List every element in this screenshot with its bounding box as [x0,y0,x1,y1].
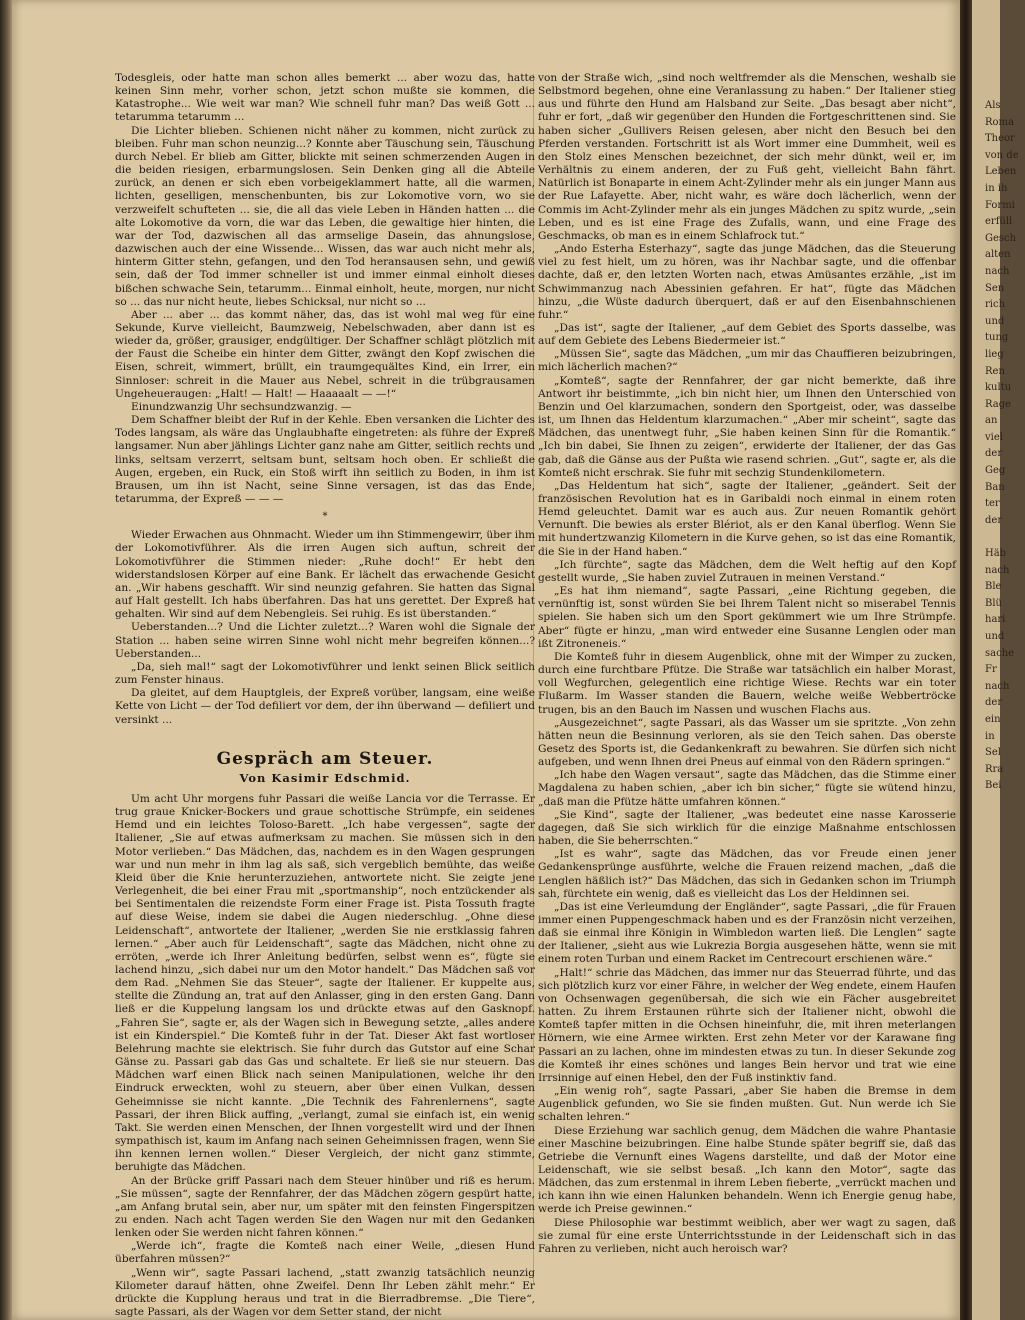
edge-fragment: der [985,448,1003,460]
paragraph: „Komteß“, sagte der Rennfahrer, der gar nicht bemerkte, daß ihre Antwort ihr beistimmte, „ich bin nicht hier, um Ihnen den Unterschied von Benzin und Oel klarzumachen, sondern den Sportgeist, oder, was dasselbe ist, um Ihnen das Heldentum klarzumachen.“ „Aber mir scheint“, sagte das Mädchen, das unentwegt fuhr, „Sie haben keinen Sinn für die Romantik.“ „Ich bin dabei, Sie Ihnen zu zeigen“, erwiderte der Italiener, der das Gas gab, daß die Gänse aus der Pußta wie rasend schrien. „Gut“, sagte er, als die Komteß nicht erschrak. Sie fuhr mit sechzig Stundenkilometern. [538,374,956,479]
book-gutter [960,0,972,1320]
paragraph: „Ausgezeichnet“, sagte Passari, als das Wasser um sie spritzte. „Von zehn hätten neun die Besinnung verloren, als sie den Teich sahen. Das oberste Gesetz des Sports ist, die Gedankenkraft zu bewahren. Sie dürfen sich nicht aufgeben, und wenn Ihnen drei Pneus auf einmal von den Rädern springen.“ [538,716,956,769]
edge-fragment: alten [985,249,1011,261]
story-section [115,793,535,1319]
edge-fragment [985,911,1025,928]
section-separator-star: * [322,511,328,523]
edge-fragment: Gesch [985,232,1017,244]
edge-fragment: lieg [985,348,1004,360]
edge-fragment: der [985,514,1003,526]
paragraph: „Es hat ihm niemand“, sagte Passari, „eine Richtung gegeben, die vernünftig ist, sonst würden Sie bei Ihrem Talent nicht so miserabel Tennis spielen. Sie haben sich um den Sport gekümmert wie um Ihre Strümpfe. Aber“ fügte er hinzu, „man wird entweder eine Susanne Lenglen oder man ißt Zitroneneis.“ [538,585,956,650]
paragraph: „Das Heldentum hat sich“, sagte der Italiener, „geändert. Seit der französischen Revolution hat es in Garibaldi noch einmal in einem roten Hemd geleuchtet. Damit war es auch aus. Zur neuen Romantik gehört Vernunft. Die bewies als erster Blériot, als er den Kanal überflog. Wenn Sie mit hundertzwanzig Kilometern in die Kurve gehen, so ist das eine Romantik, die Sie in der Hand haben.“ [538,479,956,558]
paragraph: von der Straße wich, „sind noch weltfremder als die Menschen, weshalb sie Selbstmord begehen, ohne eine Veranlassung zu haben.“ Der Italiener stieg aus und führte den Hund am Halsband zur Seite. „Das besagt aber nicht“, fuhr er fort, „daß wir gegenüber den Hunden die Fortgeschrittenen sind. Sie haben sicher „Gullivers Reisen gelesen, aber nicht den Besuch bei den Pferden verstanden. Fortschritt ist als Wort immer eine Dummheit, weil es den Stolz eines Menschen bezeichnet, der sich mehr dünkt, weil er, im Verhältnis zu einem anderen, der zu Fuß geht, vielleicht Bahn fährt. Natürlich ist Bonaparte in einem Acht-Zylinder mehr als ein junger Mann aus der Rue Lafayette. Aber, nicht wahr, es wäre doch lächerlich, wenn der Commis im Acht-Zylinder mehr als ein junges Mädchen zu spitz wurde, „sein Leben, und es ist eine Frage des Zufalls, wann, und eine Frage des Geschmacks, ob man es in einem Schlafrock tut.“ [538,72,956,242]
edge-fragment [985,878,1025,895]
edge-fragment: erfüll [985,216,1013,228]
edge-fragment: ter [985,498,1000,510]
paragraph: „Sie Kind“, sagte der Italiener, „was bedeutet eine nasse Karosserie dagegen, daß Sie sich wirklich für die einzige Maßnahme entschlossen haben, die Sie beherrschten.“ [538,808,956,848]
paragraph: Da gleitet, auf dem Hauptgleis, der Expreß vorüber, langsam, eine weiße Kette von Licht — der Tod defiliert vor dem, der ihn überwand — defiliert und versinkt ... [115,687,535,726]
edge-fragment: Als [985,100,1001,111]
edge-fragment: an [985,415,998,427]
after-section [115,529,535,726]
edge-fragment: Blü [985,597,1002,609]
edge-fragment [985,994,1025,1011]
edge-fragment: Rra [985,763,1004,775]
paragraph: Die Komteß fuhr in diesem Augenblick, ohne mit der Wimper zu zucken, durch eine furchtbare Pfütze. Die Straße war tatsächlich ein halber Morast, voll Wegfurchen, gelegentlich eine richtige Wiese. Rechts war ein toter Flußarm. Im Wasser standen die Bauern, welche weiße Webbertröcke trugen, bis an den Bauch im Nassen und wuschen Flachs aus. [538,650,956,716]
paragraph: Todesgleis, oder hatte man schon alles bemerkt ... aber wozu das, hatte keinen Sinn mehr, vorher schon, jetzt schon mußte sie kommen, die Katastrophe... Wie weit war man? Wie schnell fuhr man? Das weiß Gott ... tetarumma tetarumm ... [115,72,535,124]
edge-fragment: Sen [985,282,1005,294]
edge-fragment [985,845,1025,862]
edge-fragment: in ih [985,182,1008,194]
edge-fragment: nach [985,265,1010,277]
edge-fragment: Roma [985,116,1014,128]
edge-fragment [985,895,1025,912]
paragraph: „Halt!“ schrie das Mädchen, das immer nur das Steuerrad führte, und das sich plötzlich kurz vor einer Fähre, in welcher der Weg endete, einem Haufen von Ochsenwagen gegenübersah, die sich wie ein Fächer ausgebreitet hatten. Zu ihrem Erstaunen rührte sich der Italiener nicht, obwohl die Komteß tapfer mitten in die Ochsen hineinfuhr, die, mit ihren meterlangen Hörnern, wie eine Armee wirkten. Erst zehn Meter vor der Karawane fing Passari an zu lachen, ohne im mindesten etwas zu tun. In dieser Sekunde zog die Komteß ihr eines schönes und langes Bein hervor und trat wie eine Irrsinnige auf einen Hebel, den der Fuß instinktiv fand. [538,966,956,1084]
next-page-edge-text [985,98,1025,1011]
edge-fragment: in [985,730,995,742]
edge-fragment [985,928,1025,945]
edge-fragment: Ble [985,581,1002,593]
edge-fragment: Leben [985,166,1017,178]
paragraph: Aber ... aber ... das kommt näher, das, das ist wohl mal weg für eine Sekunde, Kurve vielleicht, Baumzweig, Nebelschwaden, aber dann ist es wieder da, größer, grausiger, endgültiger. Der Schaffner schlägt plötzlich mit der Faust die Scheibe ein hinter dem Gitter, zwängt den Kopf zwischen die Eisen, schreit, wimmert, brüllt, ein traumgequältes Kind, ein Irrer, ein Sinnloser: schreit in die Mauer aus Nebel, schreit in die trübgrausamen Ungeheueraugen: „Halt! — Halt! — Haaaaalt — —!“ [115,308,535,400]
edge-fragment: sache [985,647,1015,659]
intro-section [115,72,535,506]
paragraph: „Ein wenig roh“, sagte Passari, „aber Sie haben die Bremse in dem Augenblick gefunden, wo Sie sie finden mußten. Gut. Nun werde ich Sie schalten lehren.“ [538,1085,956,1124]
edge-fragment: nach [985,564,1010,576]
right-column [538,72,956,1256]
paragraph: Diese Erziehung war sachlich genug, dem Mädchen die wahre Phantasie einer Maschine beizubringen. Eine halbe Stunde später begriff sie, daß das Getriebe die Vernunft eines Wagens darstellte, und daß der Motor eine Leidenschaft, wie sie selbst besaß. „Ich kann den Motor“, sagte das Mädchen, das zum erstenmal in ihrem Leben fieberte, „verrückt machen und ich kann ihn wie einen Halunken behandeln. Wenn ich Energie genug habe, werde ich Preise gewinnen.“ [538,1124,956,1216]
paragraph: An der Brücke griff Passari nach dem Steuer hinüber und riß es herum. „Sie müssen“, sagte der Rennfahrer, der das Mädchen zögern gespürt hatte, „am Anfang brutal sein, aber nur, um später mit den feinsten Fingerspitzen zu enden. Nach acht Tagen werden Sie den Wagen nur mit den Gedanken lenken oder Sie werden nicht fahren können.“ [115,1174,535,1240]
edge-fragment [985,812,1025,829]
paragraph: Um acht Uhr morgens fuhr Passari die weiße Lancia vor die Terrasse. Er trug graue Knicker-Bockers und graue schottische Strümpfe, ein seidenes Hemd und ein leichtes Toloso-Barett. „Ich habe vergessen“, sagte der Italiener, „Sie auf etwas aufmerksam zu machen. Sie müssen sich in den Motor verlieben.“ Das Mädchen, das, nachdem es in den Wagen gesprungen war und nun mehr in ihm lag als saß, sich vergeblich bemühte, das weiße Kleid über die Knie herunterzuziehen, antwortete nicht. Sie zeigte jene Verlegenheit, die bei einer Frau mit „sportmanship“, noch entzückender als bei Sentimentalen die reizendste Form einer Frage ist. Pista Tossuth fragte auf diese Weise, indem sie dabei die Augen niederschlug. „Ohne diese Leidenschaft“, antwortete der Italiener, „werden Sie nie erstklassig fahren lernen.“ „Aber auch für Leidenschaft“, sagte das Mädchen, nicht ohne zu erröten, „werde ich Ihrer Anleitung bedürfen, selbst wenn es“, fügte sie lachend hinzu, „sich dabei nur um den Motor handelt.“ Das Mädchen saß vor dem Rad. „Nehmen Sie das Steuer“, sagte der Italiener. Er kuppelte aus, stellte die Zündung an, trat auf den Anlasser, ging in den ersten Gang. Dann ließ er die Kuppelung langsam los und drückte etwas auf den Gasknopf. „Fahren Sie“, sagte er, als der Wagen sich in Bewegung setzte, „alles andere ist ein Kinderspiel.“ Die Komteß fuhr in der Tat. Dieser Akt fast wortloser Belehrung machte sie elektrisch. Sie fuhr durch das Gutstor auf eine Schar Gänse zu. Passari gab das Gas und schaltete. Er ließ sie nur steuern. Das Mädchen warf einen Blick nach seinen Manipulationen, welche ihr den Eindruck erweckten, wohl zu steuern, aber über einen Vulkan, dessen Geheimnisse sie nicht kannte. „Die Technik des Fahrenlernens“, sagte Passari, der ihren Blick auffing, „verlangt, zumal sie einfach ist, ein wenig Takt. Sie werden einen Menschen, der Ihnen vorgestellt wird und der Ihnen sympathisch ist, kaum im Anfang nach seinen Geheimnissen fragen, wenn Sie ihn kennen lernen wollen.“ Dieser Vergleich, der nicht ganz stimmte, beruhigte das Mädchen. [115,792,535,1174]
edge-fragment [985,828,1025,845]
paragraph: Dem Schaffner bleibt der Ruf in der Kehle. Eben versanken die Lichter des Todes langsam, als wäre das Unglaubhafte eingetreten: als führe der Expreß langsamer. Nun aber jählings Lichter ganz nahe am Gitter, seitlich rechts und links, seltsam verzerrt, seltsam bunt, seltsam hoch oben. Er schließt die Augen, ergeben, ein Ruck, ein Stoß wirft ihn seitlich zu Boden, in ihm ist Brausen, um ihn ist Nacht, seine Sinne versagen, ist das das Ende, tetarumma, der Expreß — — — [115,414,535,505]
paragraph: „Wenn wir“, sagte Passari lachend, „statt zwanzig tatsächlich neunzig Kilometer darauf hätten, ohne Zweifel. Denn Ihr Leben zählt mehr.“ Er drückte die Kupplung heraus und trat in die Bierradbremse. „Die Tiere“, sagte Passari, als der Wagen vor dem Setter stand, der nicht [115,1266,535,1319]
next-page-edge [972,0,1019,1320]
edge-fragment: von de [985,149,1019,161]
edge-fragment [985,944,1025,961]
edge-fragment: Rage [985,398,1012,410]
edge-fragment: Sel [985,747,1001,759]
story-title: Gespräch am Steuer. [216,748,434,769]
paragraph: „Werde ich“, fragte die Komteß nach einer Weile, „diesen Hund überfahren müssen?“ [115,1240,535,1266]
edge-fragment: Formi [985,199,1015,211]
paragraph: „Müssen Sie“, sagte das Mädchen, „um mir das Chauffieren beizubringen, mich lächerlich machen?“ [538,348,956,374]
story-byline: Von Kasimir Edschmid. [239,770,411,785]
paragraph: Die Lichter blieben. Schienen nicht näher zu kommen, nicht zurück zu bleiben. Fuhr man schon neunzig...? Konnte aber Täuschung sein, Täuschung durch Nebel. Er blieb am Gitter, blickte mit seinen schmerzenden Augen in die beiden riesigen, erbarmungslosen. Sein Denken ging all die Abteile zurück, an denen er sich eben vorbeigeklammert hatte, all die warmen, lichten, geselligen, menschenbunten, bis zur Lokomotive vorn, wo sie verzweifelt schufteten ... sie, die all das viele Leben in Händen hatten ... die alte Lokomotive da vorn, die war das Leben, die gewaltige hier hinten, die war der Tod, dazwischen all das armselige Dasein, das ahnungslose, dazwischen auch der eine Wissende... Wissen, das war auch nicht mehr als, hinterm Gitter stehn, gefangen, und den Tod heransausen sehn, und gewiß sein, daß der Tod immer schneller ist und immer einmal einholt dieses bißchen schwache Sein, tetarumm... Einmal einholt, heute, morgen, nur nicht so ... das nur nicht heute, liebes Schicksal, nur nicht so ... [115,124,535,308]
edge-fragment: Theor [985,133,1015,145]
edge-fragment: und [985,631,1005,642]
edge-fragment: tung [985,332,1009,344]
paragraph: Wieder Erwachen aus Ohnmacht. Wieder um ihn Stimmengewirr, über ihm der Lokomotivführer. Als die irren Augen sich auftun, schreit der Lokomotivführer die Stimmen nieder: „Ruhe doch!“ Er hebt den widerstandslosen Körper auf eine Bank. Er lächelt das erwachende Gesicht an. „Wir habens geschafft. Wir sind neunzig gefahren. Sie hatten das Signal auf Halt gestellt. Ich habs überfahren. Das hat uns gerettet. Der Expreß hat gehalten. Wir sind auf dem Nebengleis. Sei ruhig. Es ist überstanden.“ [115,529,535,621]
edge-fragment: Ren [985,365,1005,377]
paragraph: „Das ist eine Verleumdung der Engländer“, sagte Passari, „die für Frauen immer einen Puppengeschmack haben und es der Französin nicht verzeihen, daß sie einmal ihre Königin in Wimbledon warten ließ. Die Lenglen“ sagte der Italiener, „sieht aus wie Lukrezia Borgia ausgesehen hätte, wenn sie mit einem roten Turban und einem Racket im Centrecourt erschienen wäre.“ [538,900,956,966]
edge-fragment: kultu [985,382,1012,394]
paragraph: Diese Philosophie war bestimmt weiblich, aber wer wagt zu sagen, daß sie zumal für eine erste Unterrichtsstunde in der Leidenschaft sich in das Fahren zu verlieben, nicht auch heroisch war? [538,1216,956,1255]
book-binding-left [0,0,12,1320]
edge-fragment [985,795,1025,812]
edge-fragment [985,977,1025,994]
edge-fragment: Bei [985,780,1002,792]
edge-fragment: Geg [985,465,1006,477]
paragraph: „Da, sieh mal!“ sagt der Lokomotivführer und lenkt seinen Blick seitlich zum Fenster hinaus. [115,660,535,687]
edge-fragment: und [985,315,1005,327]
paragraph: „Ist es wahr“, sagte das Mädchen, das vor Freude einen jener Gedankensprünge ausführte, welche die Frauen reizend machen, „daß die Lenglen häßlich ist?“ Das Mädchen, das sich in Gedanken schon im Triumph sah, fürchtete ein wenig, daß es vielleicht das Los der Heldinnen sei. [538,848,956,900]
paragraph: „Ich habe den Wagen versaut“, sagte das Mädchen, das die Stimme einer Magdalena zu haben schien, „aber ich bin sicher,“ fügte sie wütend hinzu, „daß man die Pfütze hätte umfahren können.“ [538,769,956,808]
edge-fragment: viel [985,431,1003,443]
edge-fragment: ein [985,713,1001,725]
edge-fragment: Ban [985,481,1005,493]
edge-fragment: Fr [985,664,997,676]
edge-fragment [985,961,1025,978]
edge-fragment [985,529,1025,546]
edge-fragment: der [985,697,1003,709]
edge-fragment: hari [985,614,1006,626]
edge-fragment: nach [985,680,1010,692]
paragraph: „Ando Esterha Esterhazy“, sagte das junge Mädchen, das die Steuerung viel zu fest hielt, um zu hören, was ihr Nachbar sagte, und die offenbar dachte, daß er, den letzten Worten nach, etwas Amüsantes erzähle, „ist im Schwimmanzug nach Abessinien gefahren. Er hat“, fügte das Mädchen hinzu, „die Wüste dadurch überquert, daß er auf den Eisenbahnschienen fuhr.“ [538,243,956,321]
paragraph: Ueberstanden...? Und die Lichter zuletzt...? Waren wohl die Signale der Station ... haben seine wirren Sinne wohl nicht mehr begreifen können...? Ueberstanden... [115,621,535,660]
paragraph: „Das ist“, sagte der Italiener, „auf dem Gebiet des Sports dasselbe, was auf dem Gebiete des Lebens Biedermeier ist.“ [538,321,956,348]
paragraph: Einundzwanzig Uhr sechsundzwanzig. — [131,400,352,413]
edge-fragment: rich [985,299,1006,311]
paragraph: „Ich fürchte“, sagte das Mädchen, dem die Welt heftig auf den Kopf gestellt wurde, „Sie haben zuviel Zutrauen in meinen Verstand.“ [538,558,956,584]
left-column [115,72,535,1319]
edge-fragment [985,861,1025,878]
edge-fragment: Häb [985,548,1007,560]
